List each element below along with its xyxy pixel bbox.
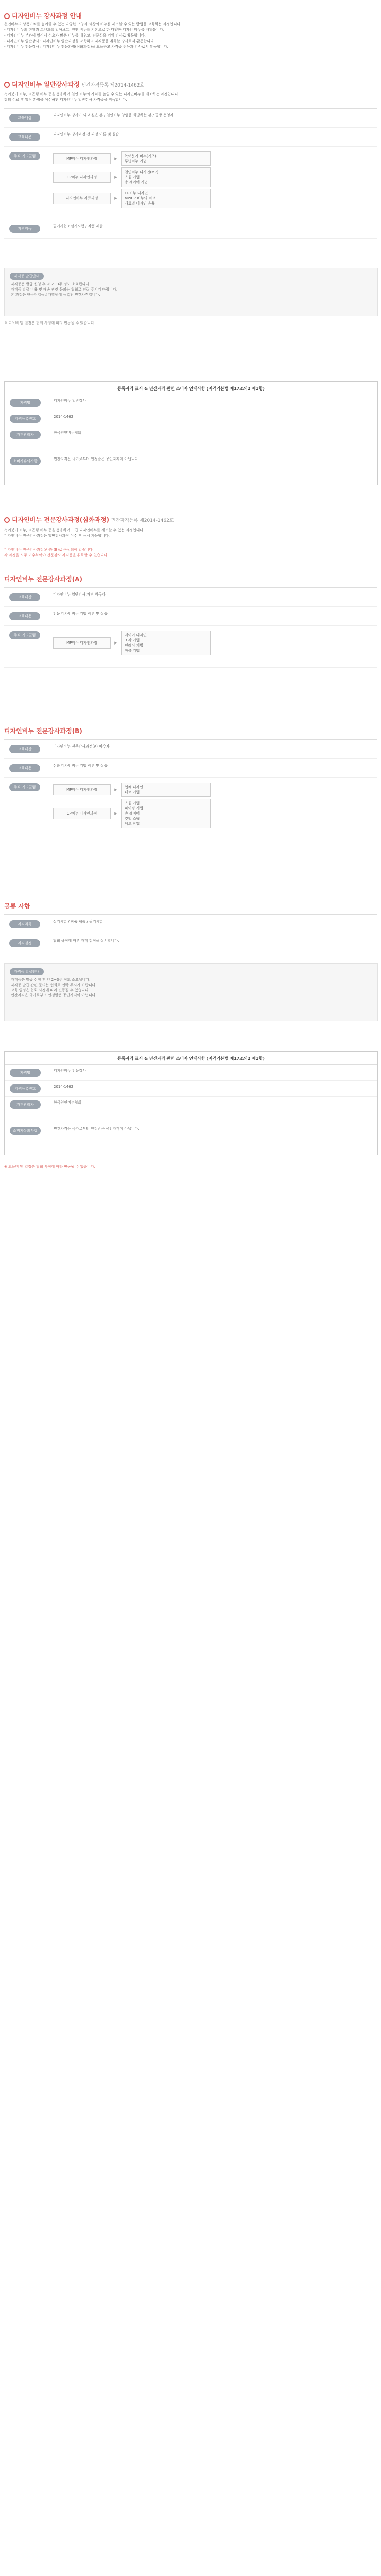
- diagram-item: 입체 디자인: [125, 785, 144, 789]
- circle-icon: [4, 517, 10, 523]
- diagram-course: CP비누 디자인과정: [53, 172, 111, 183]
- circle-icon: [4, 82, 10, 88]
- row-label: 교육내용: [9, 612, 40, 620]
- table-row: [4, 147, 377, 219]
- diagram-items: [121, 631, 211, 655]
- diagram-item: CP비누 디자인: [125, 191, 148, 195]
- notice-line: 자격증은 발급 신청 후 약 2~3주 정도 소요됩니다.: [11, 978, 91, 982]
- intro-line: - 디자인비누 본과에 있어서 수요가 많은 비누를 배우고, 전문성을 키워 강사로 활동합니다.: [4, 33, 146, 38]
- arrow-right-icon: ▶: [114, 175, 117, 179]
- diagram-items: [121, 783, 211, 797]
- registration-head: 등록자격 표시 & 민간자격 관련 소비자 안내사항 (자격기본법 제17조의2 제1항): [5, 382, 377, 395]
- row-text: 2014-1462: [54, 1084, 74, 1089]
- row-label: 소비자유의사항: [10, 457, 41, 465]
- diagram-row: [53, 189, 377, 208]
- common-notice: [4, 963, 378, 1021]
- row-label: 자격검정: [9, 939, 40, 947]
- curriculum-diagram: [53, 778, 377, 833]
- diagram-row: [53, 167, 377, 187]
- row-text: 협회 규정에 따른 자격 검정을 실시합니다.: [53, 939, 119, 943]
- row-text: 디자인비누 강사가 되고 싶은 분 / 천연비누 창업을 희망하는 분 / 공방 운영자: [53, 113, 174, 117]
- row-label: 교육대상: [9, 593, 40, 601]
- diagram-item: 투명비누 기법: [125, 159, 147, 163]
- row-label: 주요 커리큘럼: [9, 631, 40, 639]
- row-label: 자격취득: [9, 920, 40, 928]
- notice-line: 자격증 발급 비용 및 배송 관련 문의는 협회로 연락 주시기 바랍니다.: [11, 287, 118, 292]
- curriculum-diagram: [53, 147, 377, 213]
- row-text: 한국천연비누협회: [54, 1100, 82, 1105]
- row-label: 자격등록번호: [10, 1084, 41, 1093]
- pro-subtitle: 민간자격등록 제2014-1462호: [111, 518, 174, 523]
- row-label: 소비자유의사항: [10, 1127, 41, 1135]
- diagram-item: 인레이 기법: [125, 643, 144, 648]
- pro-body: [4, 528, 377, 539]
- table-row: [4, 109, 377, 128]
- row-text: 민간자격은 국가로부터 인정받은 공인자격이 아닙니다.: [54, 457, 140, 461]
- row-text: 디자인비누 강사과정 전 과정 이론 및 실습: [53, 132, 119, 137]
- registration-notice-2: [4, 1051, 378, 1155]
- table-row: [5, 427, 377, 453]
- diagram-row: [53, 799, 377, 828]
- general-note: ※ 교육비 및 일정은 협회 사정에 따라 변동될 수 있습니다.: [4, 321, 95, 325]
- notice-line: 민간자격은 국가로부터 인정받은 공인자격이 아닙니다.: [11, 993, 97, 997]
- notice-line: 자격증은 발급 신청 후 약 2~3주 정도 소요됩니다.: [11, 282, 91, 286]
- row-text: 심화 디자인비누 기법 이론 및 실습: [53, 764, 108, 768]
- diagram-item: 데코 작업: [125, 822, 140, 826]
- diagram-item: 재료별 디자인 응용: [125, 201, 155, 206]
- row-label: 교육내용: [9, 133, 40, 141]
- diagram-item: 마블 기법: [125, 649, 140, 653]
- table-row: [4, 759, 377, 778]
- table-row: [4, 607, 377, 626]
- diagram-item: 데코 기법: [125, 790, 140, 794]
- diagram-items: [121, 151, 211, 166]
- intro-body: [4, 22, 377, 50]
- diagram-item: 파이핑 기법: [125, 806, 144, 810]
- diagram-course: MP비누 디자인과정: [53, 784, 111, 795]
- diagram-row: [53, 783, 377, 797]
- arrow-right-icon: ▶: [114, 788, 117, 792]
- row-text: 디자인비누 일반강사 자격 취득자: [53, 592, 106, 597]
- pro-red-line: 디자인비누 전문강사과정(A)과 (B)로 구성되어 있습니다.: [4, 548, 94, 552]
- footer-note: ※ 교육비 및 일정은 협회 사정에 따라 변동될 수 있습니다.: [4, 1165, 95, 1169]
- diagram-row: [53, 151, 377, 166]
- table-row: [4, 128, 377, 147]
- pro-line: 녹여붓기 비누, 겨곤링 비누 등을 응용하여 고급 디자인비누를 제조할 수 있는 과정입니다.: [4, 528, 145, 532]
- row-label: 자격등록번호: [10, 415, 41, 423]
- diagram-items: [121, 189, 211, 208]
- arrow-right-icon: ▶: [114, 157, 117, 161]
- table-row: [5, 1081, 377, 1097]
- notice-tag: 자격증 발급안내: [10, 273, 44, 280]
- diagram-course: 디자인비누 자료과정: [53, 193, 111, 204]
- row-label: 자격명: [10, 1069, 41, 1077]
- proA-title: 디자인비누 전문강사과정(A): [4, 575, 82, 583]
- diagram-item: 조각 기법: [125, 638, 140, 642]
- row-label: 자격관리자: [10, 431, 41, 439]
- curriculum-diagram: [53, 626, 377, 660]
- diagram-item: 녹여붓기 비누(기초): [125, 154, 157, 158]
- diagram-item: 레이어 디자인: [125, 633, 147, 637]
- table-row: [5, 1123, 377, 1149]
- proB-title: 디자인비누 전문강사과정(B): [4, 727, 82, 735]
- pro-body-red: [4, 547, 377, 558]
- diagram-item: 천연비누 디자인(MP): [125, 170, 159, 174]
- notice-tag: 자격증 발급안내: [10, 968, 44, 975]
- table-row: [5, 1065, 377, 1081]
- row-text: 전문 디자인비누 기법 이론 및 실습: [53, 612, 108, 616]
- diagram-item: 스월 기법: [125, 175, 140, 179]
- common-title: 공통 사항: [4, 903, 30, 910]
- diagram-course: CP비누 디자인과정: [53, 808, 111, 819]
- row-text: 디자인비누 전문강사: [54, 1069, 86, 1073]
- general-body: [4, 92, 377, 103]
- registration-head: 등록자격 표시 & 민간자격 관련 소비자 안내사항 (자격기본법 제17조의2 제1항): [5, 1052, 377, 1065]
- diagram-items: [121, 167, 211, 187]
- table-row: [4, 915, 377, 934]
- proB-table: [4, 739, 377, 845]
- notice-line: 자격증 발급 관련 문의는 협회로 연락 주시기 바랍니다.: [11, 983, 97, 987]
- notice-line: 교육 일정은 협회 사정에 따라 변동될 수 있습니다.: [11, 988, 90, 992]
- table-row: [4, 740, 377, 759]
- diagram-course: MP비누 디자인과정: [53, 153, 111, 164]
- table-row: [4, 934, 377, 953]
- arrow-right-icon: ▶: [114, 196, 117, 200]
- table-row: [5, 1097, 377, 1123]
- intro-line: - 디자인비누 전문강사 : 디자인비누 전문과정(심화과정)을 교육하고 자격증 취득과 강사로서 활동합니다.: [4, 45, 168, 49]
- diagram-course: MP비누 디자인과정: [53, 637, 111, 649]
- diagram-row: [53, 631, 377, 655]
- general-line: 강의 수료 후 일정 과정을 이수하면 디자인비누 일반강사 자격증을 취득합니다.: [4, 98, 127, 102]
- diagram-item: 깃털 스월: [125, 817, 140, 821]
- pro-line: 디자인비누 전문강사과정은 일반강사과정 이수 후 응시 가능합니다.: [4, 534, 110, 538]
- table-row: [4, 588, 377, 607]
- row-text: 필기시험 / 실기시험 / 작품 제출: [53, 224, 103, 228]
- general-subtitle: 민간자격등록 제2014-1462호: [81, 83, 145, 88]
- row-label: 주요 커리큘럼: [9, 152, 40, 160]
- row-text: 실기시험 / 작품 제출 / 필기시험: [53, 920, 103, 924]
- general-line: 녹여붓기 비누, 겨곤링 비누 등을 응용하여 천연 비누의 가치를 높일 수 있는 디자인비누를 제조하는 과정입니다.: [4, 92, 179, 96]
- row-label: 자격관리자: [10, 1100, 41, 1109]
- row-label: 교육내용: [9, 764, 40, 772]
- pro-red-line: 각 과정을 모두 이수하여야 전문강사 자격증을 취득할 수 있습니다.: [4, 553, 109, 557]
- notice-line: 본 과정은 한국직업능력개발원에 등록된 민간자격입니다.: [11, 293, 100, 297]
- intro-line: - 디자인비누의 현황과 트렌드를 알아보고, 천연 비누를 기본으로 한 다양한 디자인 비누를 배워봅니다.: [4, 28, 164, 32]
- table-row: [4, 626, 377, 668]
- row-label: 자격취득: [9, 225, 40, 233]
- diagram-item: MP/CP 비누의 비교: [125, 196, 155, 200]
- row-label: 주요 커리큘럼: [9, 783, 40, 791]
- general-title: 디자인비누 일반강사과정 민간자격등록 제2014-1462호: [4, 80, 144, 89]
- row-text: 민간자격은 국가로부터 인정받은 공인자격이 아닙니다.: [54, 1127, 140, 1131]
- arrow-right-icon: ▶: [114, 811, 117, 816]
- diagram-items: [121, 799, 211, 828]
- diagram-item: 층 레이어 기법: [125, 180, 148, 184]
- intro-line: - 디자인비누 일반강사 : 디자인비누 일반과정을 교육하고 자격증을 취득할 강사로서 활동합니다.: [4, 39, 155, 43]
- table-row: [4, 219, 377, 239]
- arrow-right-icon: ▶: [114, 641, 117, 645]
- intro-line: 천연비누의 상품가치를 높여줄 수 있는 다양한 모양과 색상의 비누를 제조할 수 있는 방법을 교육하는 과정입니다.: [4, 22, 182, 26]
- general-notice: [4, 268, 378, 316]
- common-table: [4, 914, 377, 953]
- row-label: 교육대상: [9, 114, 40, 122]
- pro-title: 디자인비누 전문강사과정(심화과정) 민간자격등록 제2014-1462호: [4, 515, 174, 524]
- table-row: [5, 411, 377, 427]
- row-text: 2014-1462: [54, 415, 74, 419]
- general-table: [4, 108, 377, 239]
- row-label: 자격명: [10, 399, 41, 407]
- registration-notice-1: [4, 381, 378, 485]
- row-text: 디자인비누 전문강사과정(A) 이수자: [53, 744, 110, 749]
- diagram-item: 층 레이어: [125, 811, 140, 816]
- proA-table: [4, 587, 377, 668]
- row-label: 교육대상: [9, 745, 40, 753]
- row-text: 디자인비누 일반강사: [54, 399, 86, 403]
- table-row: [4, 778, 377, 845]
- intro-title: 디자인비누 강사과정 안내: [4, 11, 82, 20]
- diagram-item: 스월 기법: [125, 801, 140, 805]
- circle-icon: [4, 13, 10, 19]
- table-row: [5, 395, 377, 411]
- table-row: [5, 453, 377, 479]
- row-text: 한국천연비누협회: [54, 431, 82, 435]
